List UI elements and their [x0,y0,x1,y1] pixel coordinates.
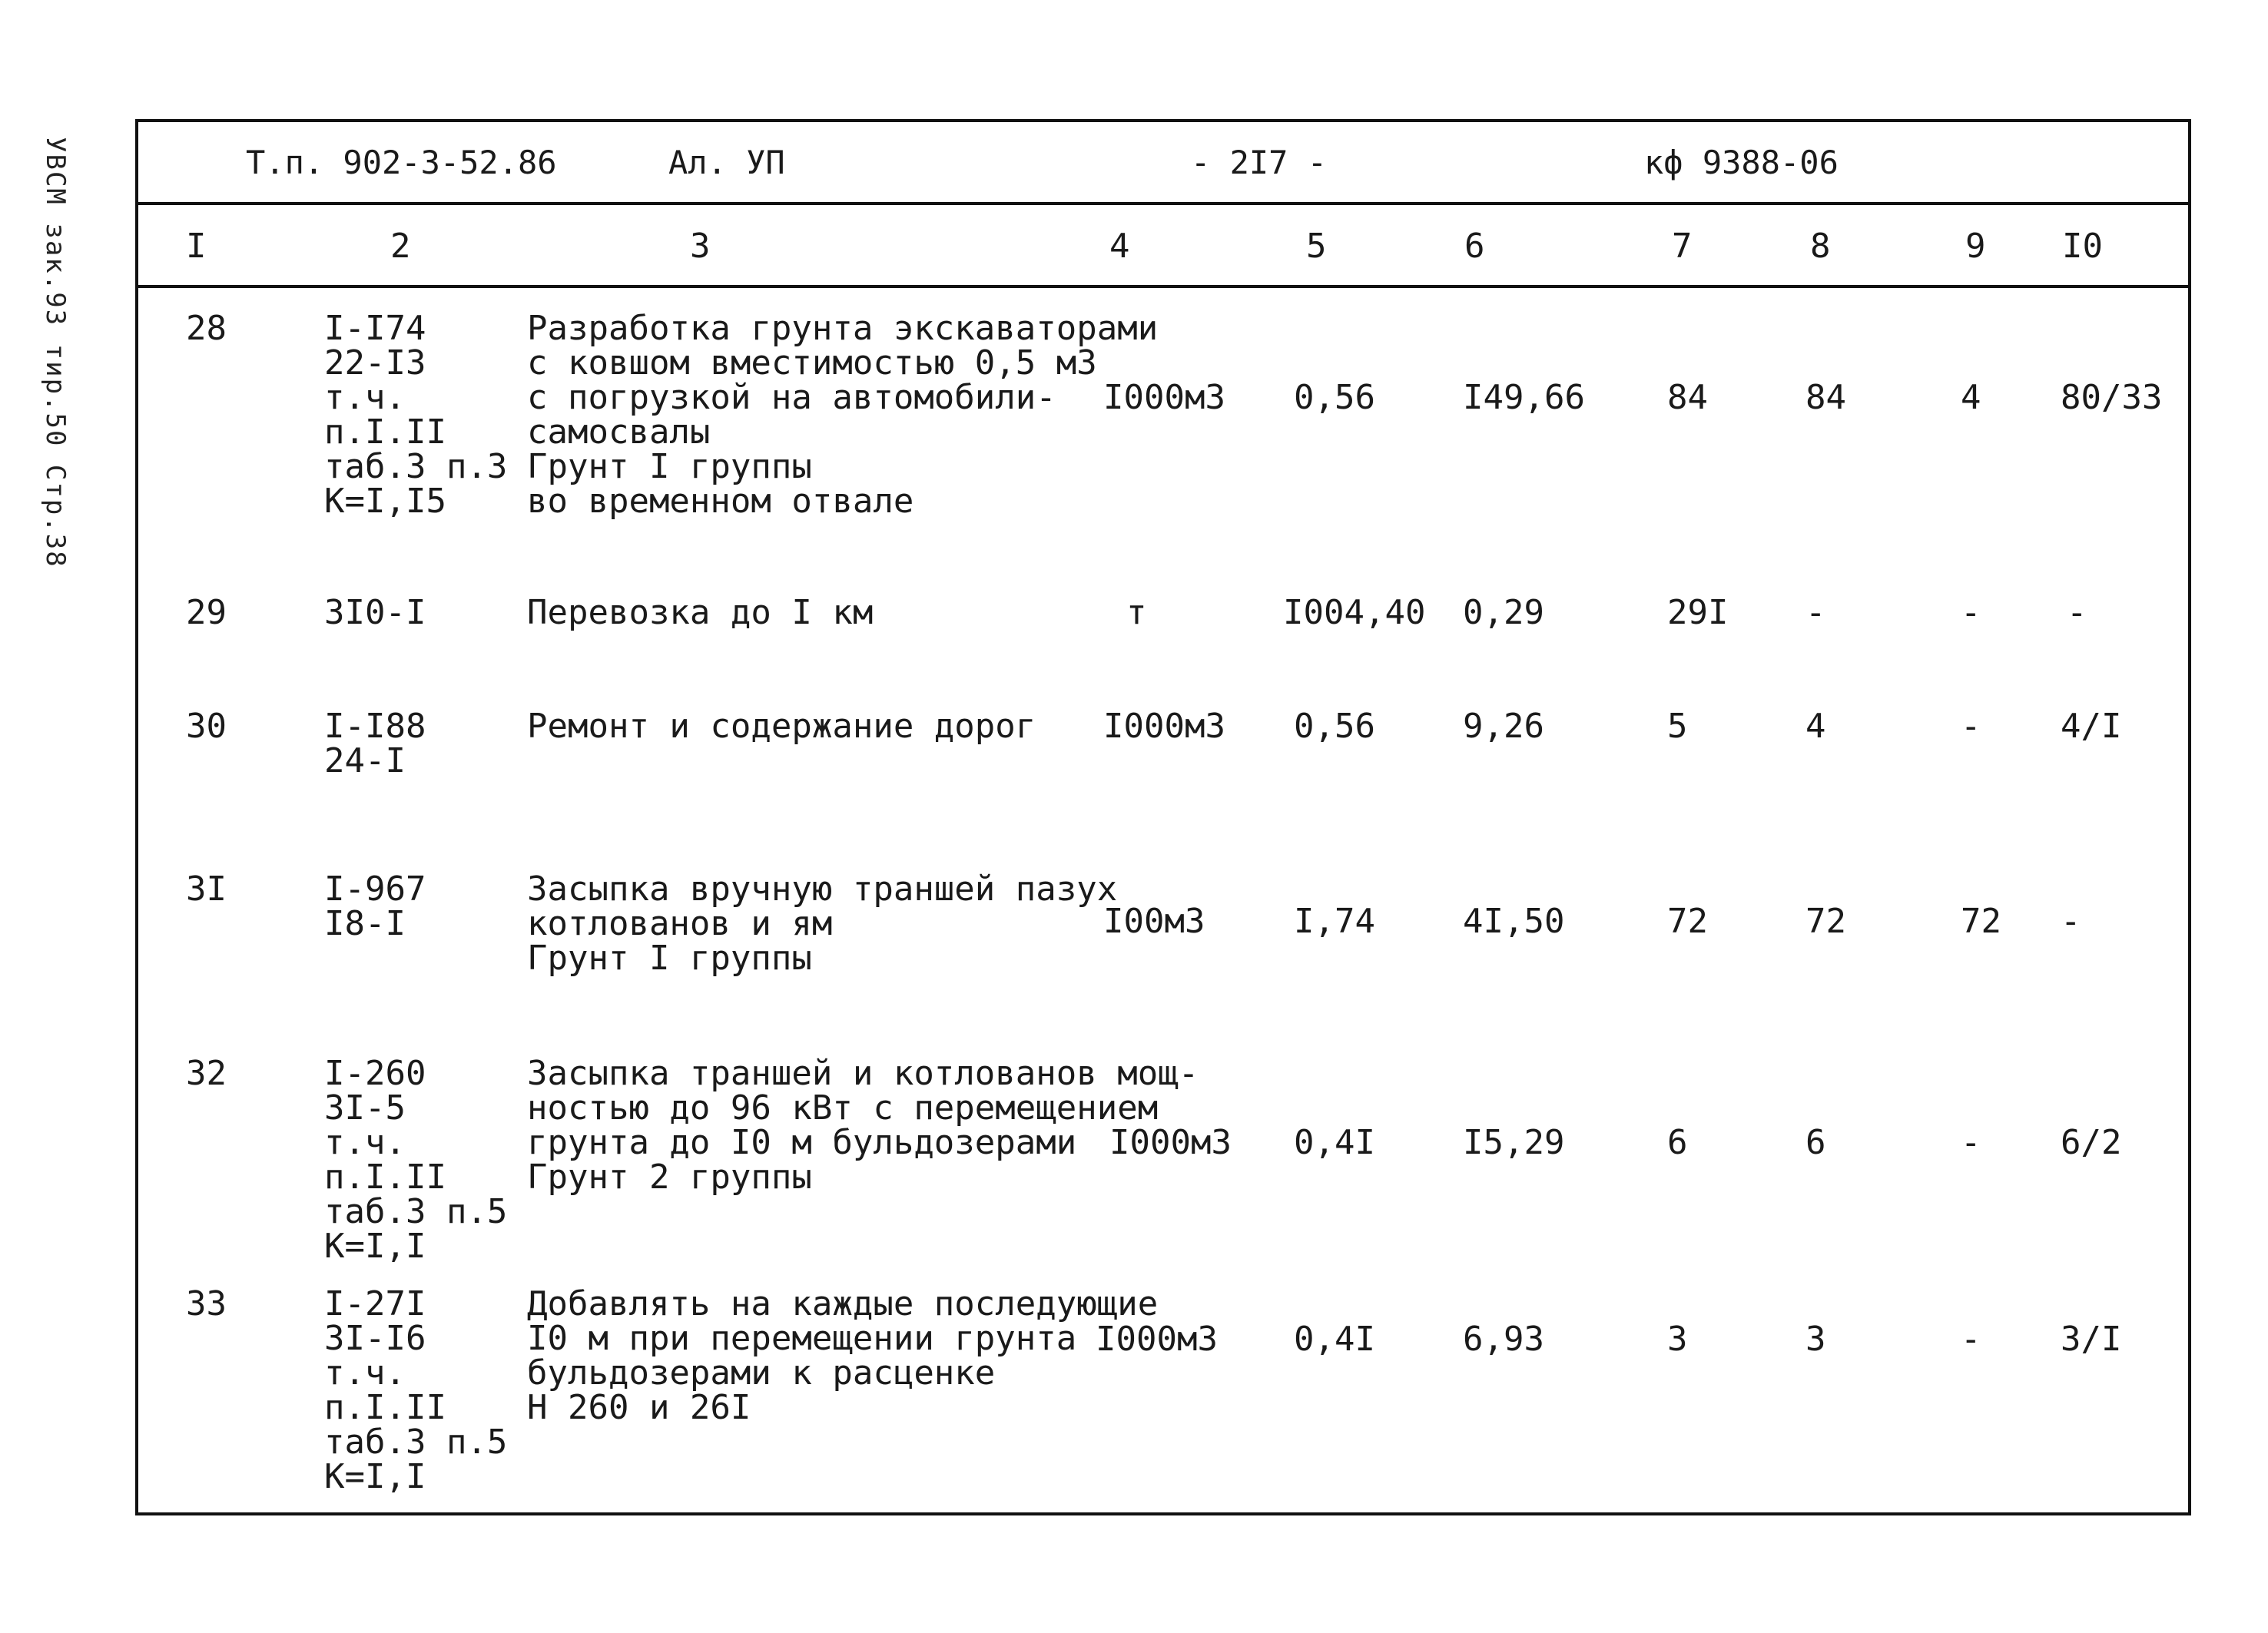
work-description: Ремонт и содержание дорог [527,707,1036,746]
value-col6: 0,29 [1463,593,1544,632]
column-header: 7 [1672,227,1693,266]
column-header: I0 [2062,227,2103,266]
work-description: Перевозка до I км [527,593,874,632]
value-col9: 72 [1961,902,2001,941]
row-number: 30 [186,707,227,746]
work-description: Засыпка траншей и котлованов мощ- ностью до 96 кВт с перемещением грунта до I0 м бульдозерами Грунт 2 группы [527,1054,1199,1197]
column-header: 3 [690,227,711,266]
row-number: 32 [186,1054,227,1093]
value-col7: 84 [1667,378,1708,417]
value-col8: 72 [1805,902,1846,941]
album-label: Ал. УП [668,144,785,181]
value-col8: 84 [1805,378,1846,417]
column-numbers-row [138,205,2188,288]
value-col7: 5 [1667,707,1688,746]
value-col10: 4/I [2061,707,2122,746]
value-col10: - [2067,593,2087,632]
value-col10: - [2061,902,2081,941]
quantity: 0,4I [1294,1320,1375,1359]
quantity: 0,56 [1294,707,1375,746]
work-description: Добавлять на каждые последующие I0 м при перемещении грунта бульдозерами к расценке Н 260 и 26I [527,1284,1159,1427]
value-col6: 6,93 [1463,1320,1544,1359]
value-col9: - [1961,1123,1981,1162]
document-header [138,122,2188,205]
row-number: 3I [186,869,227,909]
value-col10: 6/2 [2061,1123,2122,1162]
norm-reference: I-967 I8-I [324,869,426,943]
unit: I00м3 [1103,902,1205,941]
column-header: 9 [1965,227,1986,266]
value-col7: 72 [1667,902,1708,941]
document-code: кф 9388-06 [1644,144,1839,181]
page-number: - 2I7 - [1191,144,1328,181]
row-number: 33 [186,1284,227,1323]
norm-reference: I-27I 3I-I6 т.ч. п.I.II таб.3 п.5 К=I,I [324,1284,508,1496]
quantity: 0,4I [1294,1123,1375,1162]
value-col10: 3/I [2061,1320,2122,1359]
unit: I000м3 [1109,1123,1232,1162]
table-frame [135,119,2191,1515]
unit: I000м3 [1096,1320,1218,1359]
row-number: 28 [186,309,227,348]
quantity: I004,40 [1283,593,1426,632]
column-header: I [186,227,207,266]
norm-reference: I-I74 22-I3 т.ч. п.I.II таб.3 п.3 К=I,I5 [324,309,508,521]
value-col7: 6 [1667,1123,1688,1162]
value-col8: 4 [1805,707,1826,746]
unit: I000м3 [1103,378,1225,417]
value-col6: I5,29 [1463,1123,1565,1162]
value-col8: - [1805,593,1826,632]
column-header: 4 [1109,227,1130,266]
value-col9: - [1961,593,1981,632]
norm-reference: 3I0-I [324,593,426,632]
value-col10: 80/33 [2061,378,2163,417]
value-col6: 9,26 [1463,707,1544,746]
unit: I000м3 [1103,707,1225,746]
value-col8: 6 [1805,1123,1826,1162]
column-header: 5 [1306,227,1327,266]
value-col9: 4 [1961,378,1981,417]
value-col9: - [1961,707,1981,746]
norm-reference: I-I88 24-I [324,707,426,780]
column-header: 2 [390,227,411,266]
value-col8: 3 [1805,1320,1826,1359]
table-body [138,288,2188,1512]
value-col7: 29I [1667,593,1729,632]
value-col6: I49,66 [1463,378,1585,417]
project-number: Т.п. 902-3-52.86 [246,144,557,181]
row-number: 29 [186,593,227,632]
side-stamp: УВСМ зак.93 тир.50 Стр.38 [40,137,71,568]
value-col7: 3 [1667,1320,1688,1359]
norm-reference: I-260 3I-5 т.ч. п.I.II таб.3 п.5 К=I,I [324,1054,508,1266]
value-col6: 4I,50 [1463,902,1565,941]
quantity: I,74 [1294,902,1375,941]
column-header: 6 [1464,227,1485,266]
column-header: 8 [1810,227,1831,266]
work-description: Разработка грунта экскаваторами с ковшом вместимостью 0,5 м3 с погрузкой на автомобили- самосвалы Грунт I группы во временном отвале [527,309,1159,521]
work-description: Засыпка вручную траншей пазух котлованов и ям Грунт I группы [527,869,1118,978]
unit: т [1126,593,1147,632]
value-col9: - [1961,1320,1981,1359]
quantity: 0,56 [1294,378,1375,417]
